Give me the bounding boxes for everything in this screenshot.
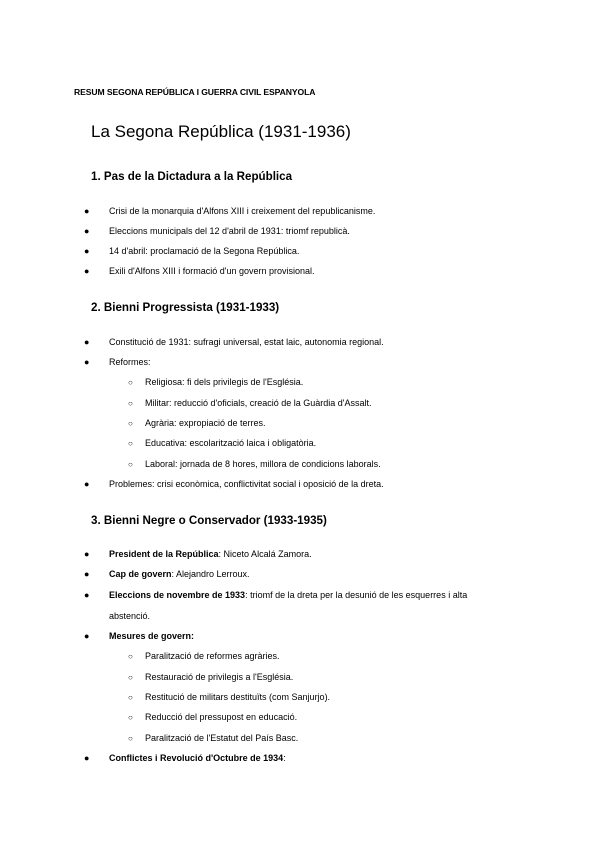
list-item [84, 352, 489, 373]
item-text: Exili d'Alfons XIII i formació d'un govern provisional. [109, 266, 315, 276]
item-label: Mesures de govern: [109, 631, 195, 641]
item-text: Religiosa: fi dels privilegis de l'Església. [145, 377, 304, 387]
list-item [84, 544, 489, 565]
circle-bullet-icon: ○ [128, 378, 133, 387]
section-heading-2: 2. Bienni Progressista (1931-1933) [91, 301, 280, 314]
list-item [84, 261, 489, 282]
list-item [84, 332, 489, 353]
bullet-icon: ● [84, 549, 90, 559]
bullet-icon: ● [84, 337, 90, 347]
sub-list-item [128, 687, 525, 708]
item-text: : Alejandro Lerroux. [171, 569, 250, 579]
list-item [84, 585, 489, 627]
sub-list-item [128, 454, 525, 475]
list-item [84, 748, 489, 769]
bullet-icon: ● [84, 631, 90, 641]
list-item [84, 474, 489, 495]
bullet-icon: ● [84, 569, 90, 579]
item-text: : Niceto Alcalá Zamora. [218, 549, 312, 559]
item-text: Educativa: escolarització laica i obligatòria. [145, 438, 317, 448]
circle-bullet-icon: ○ [128, 693, 133, 702]
circle-bullet-icon: ○ [128, 734, 133, 743]
item-text: Restitució de militars destituïts (com Sanjurjo). [145, 692, 331, 702]
item-text: : triomf de la dreta per la desunió de les esquerres i alta abstenció. [109, 590, 468, 621]
item-text: Paralització de l'Estatut del País Basc. [145, 733, 299, 743]
item-text: 14 d'abril: proclamació de la Segona República. [109, 246, 300, 256]
item-text: Crisi de la monarquia d'Alfons XIII i creixement del republicanisme. [109, 206, 376, 216]
item-label: President de la República [109, 549, 219, 559]
sub-list-item [128, 372, 525, 393]
bullet-icon: ● [84, 226, 90, 236]
list-item [84, 241, 489, 262]
bullet-icon: ● [84, 753, 90, 763]
item-text: Agrària: expropiació de terres. [145, 418, 266, 428]
item-text: Constitució de 1931: sufragi universal, estat laic, autonomia regional. [109, 337, 384, 347]
item-label: Cap de govern [109, 569, 172, 579]
list-item [84, 201, 489, 222]
sub-list-item [128, 707, 525, 728]
circle-bullet-icon: ○ [128, 419, 133, 428]
circle-bullet-icon: ○ [128, 673, 133, 682]
document-header: RESUM SEGONA REPÚBLICA I GUERRA CIVIL ESPANYOLA [74, 87, 316, 97]
list-item [84, 626, 489, 647]
section-heading-1: 1. Pas de la Dictadura a la República [91, 170, 293, 183]
item-label: Eleccions de novembre de 1933 [109, 590, 246, 600]
circle-bullet-icon: ○ [128, 652, 133, 661]
item-text: : [283, 753, 286, 763]
item-label: Conflictes i Revolució d'Octubre de 1934 [109, 753, 284, 763]
circle-bullet-icon: ○ [128, 399, 133, 408]
circle-bullet-icon: ○ [128, 713, 133, 722]
item-text: Reformes: [109, 357, 151, 367]
bullet-icon: ● [84, 206, 90, 216]
item-text: Laboral: jornada de 8 hores, millora de condicions laborals. [145, 459, 381, 469]
sub-list-item [128, 413, 525, 434]
sub-list-item [128, 667, 525, 688]
bullet-icon: ● [84, 590, 90, 600]
circle-bullet-icon: ○ [128, 439, 133, 448]
page-title: La Segona República (1931-1936) [91, 122, 351, 141]
bullet-icon: ● [84, 479, 90, 489]
circle-bullet-icon: ○ [128, 460, 133, 469]
bullet-icon: ● [84, 246, 90, 256]
item-text: Militar: reducció d'oficials, creació de la Guàrdia d'Assalt. [145, 398, 372, 408]
item-text: Restauració de privilegis a l'Església. [145, 672, 294, 682]
bullet-icon: ● [84, 266, 90, 276]
sub-list-item [128, 433, 525, 454]
list-item [84, 221, 489, 242]
item-text: Reducció del pressupost en educació. [145, 712, 298, 722]
sub-list-item [128, 728, 525, 749]
sub-list-item [128, 646, 525, 667]
sub-list-item [128, 393, 525, 414]
section-heading-3: 3. Bienni Negre o Conservador (1933-1935) [91, 514, 327, 527]
item-text: Problemes: crisi econòmica, conflictivitat social i oposició de la dreta. [109, 479, 384, 489]
bullet-icon: ● [84, 357, 90, 367]
item-text: Paralització de reformes agràries. [145, 651, 280, 661]
item-text: Eleccions municipals del 12 d'abril de 1931: triomf republicà. [109, 226, 350, 236]
list-item [84, 564, 489, 585]
